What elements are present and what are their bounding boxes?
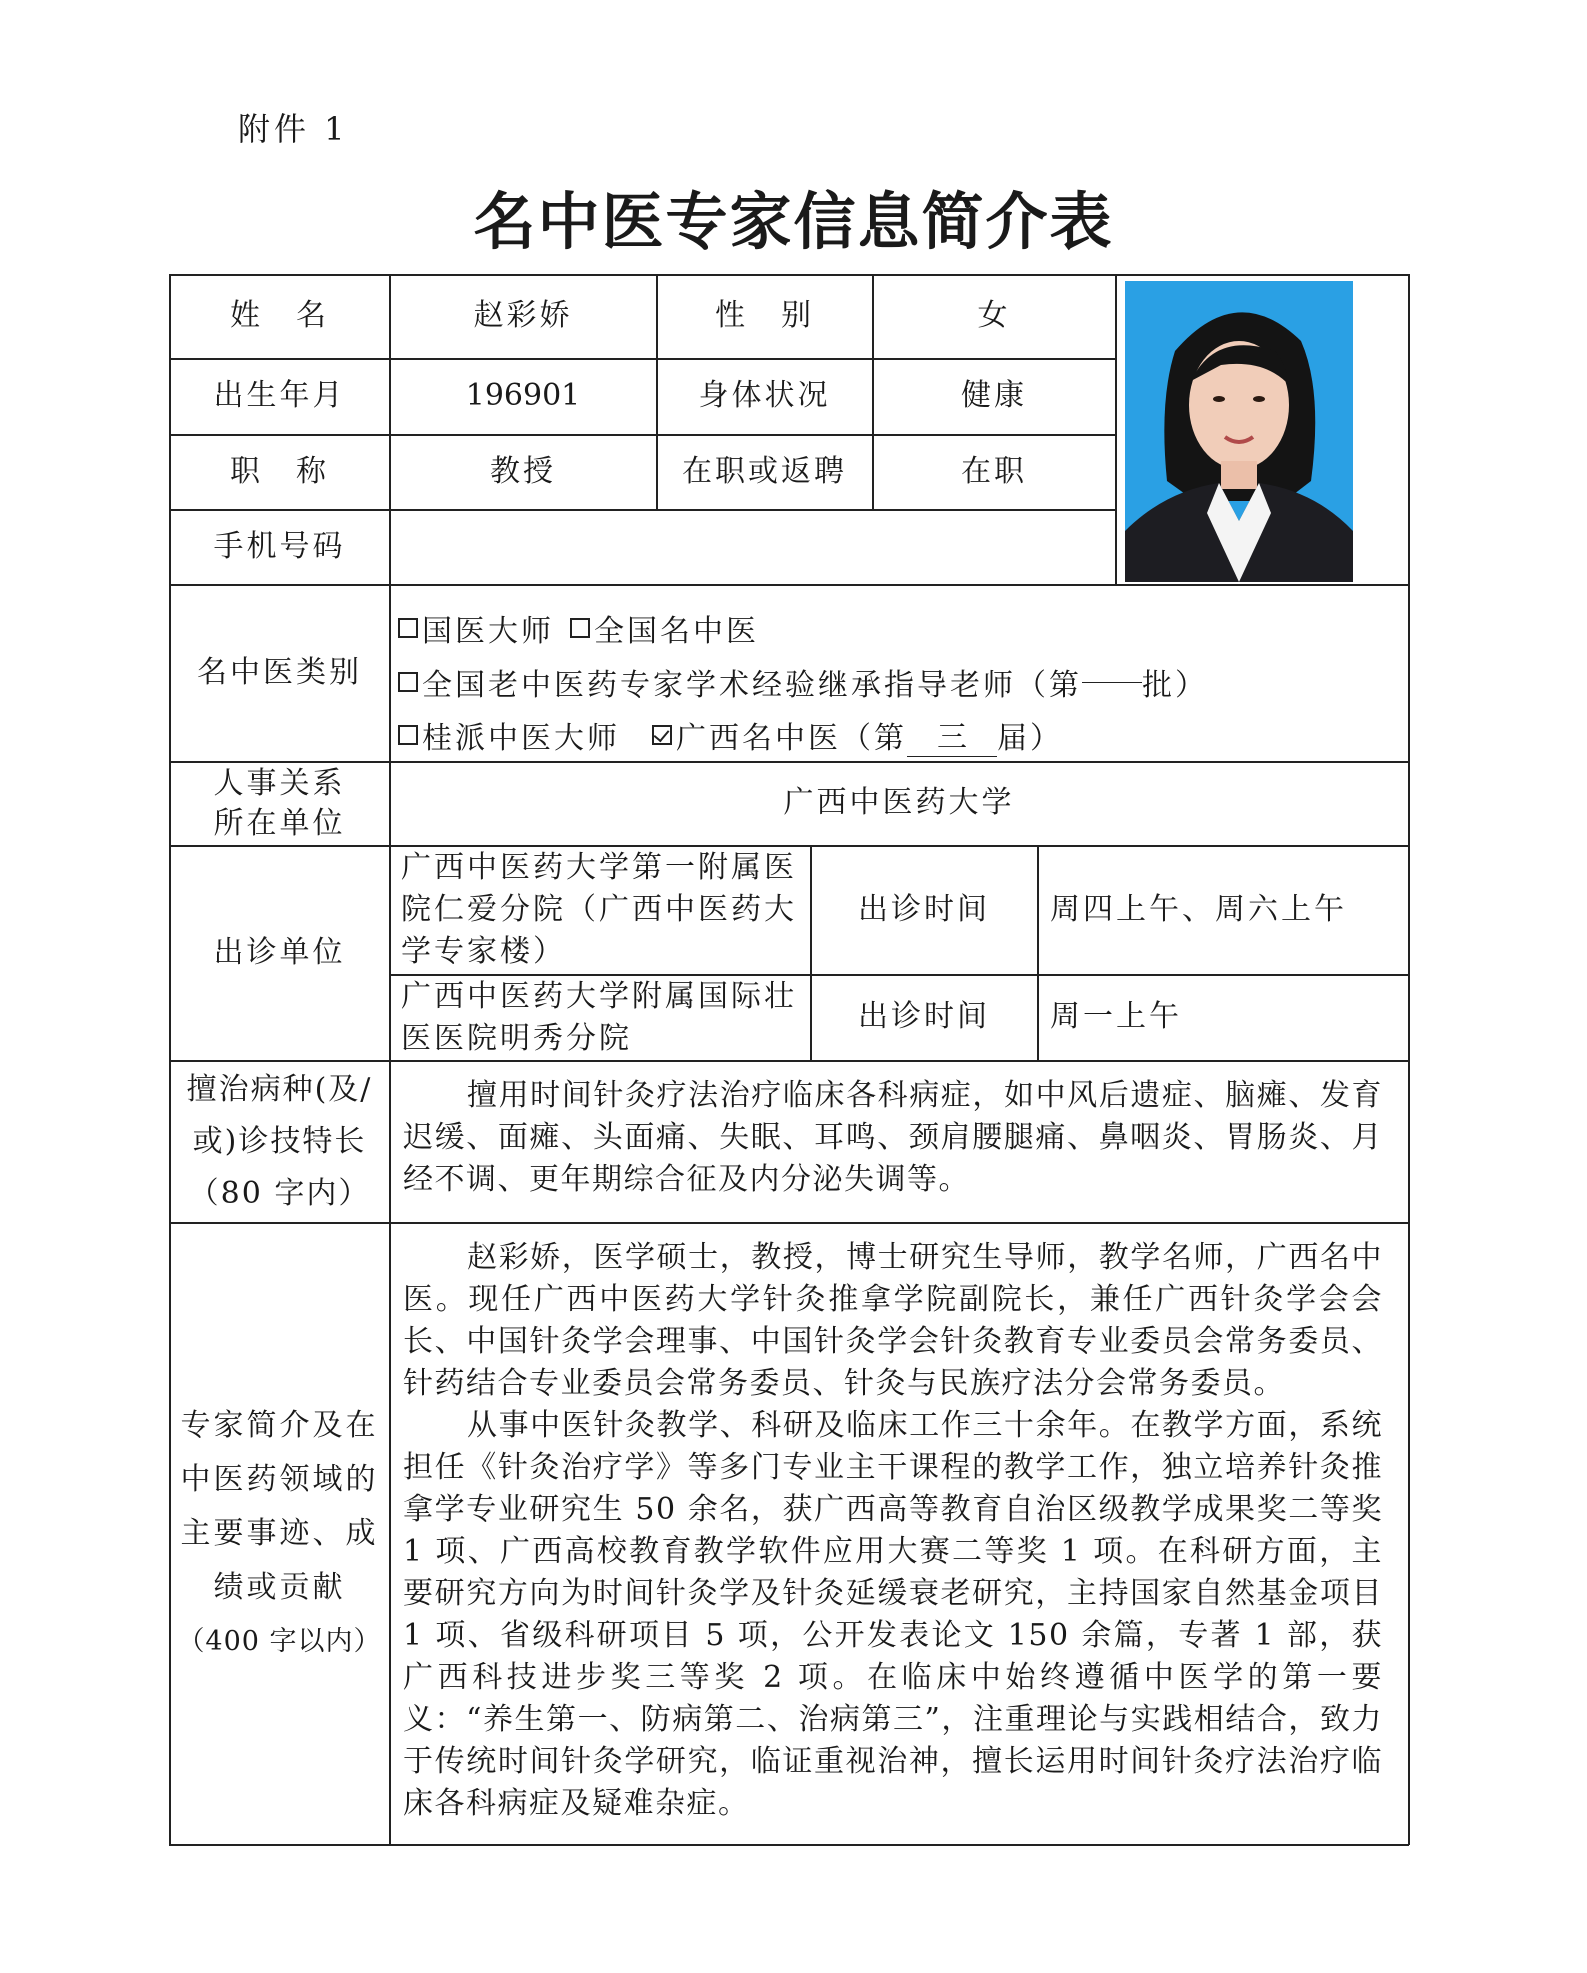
- health-value: 健康: [961, 378, 1027, 414]
- name-value: 赵彩娇: [473, 298, 573, 334]
- checkbox-guoyi[interactable]: [398, 618, 418, 638]
- clinic-time-2: 周一上午: [1050, 999, 1182, 1035]
- profile-label-line: 中医药领域的: [180, 1461, 379, 1497]
- title-value: 教授: [490, 453, 556, 489]
- unit-label: [170, 762, 389, 845]
- batch-blank[interactable]: [1082, 682, 1142, 683]
- birth-label: 出生年月: [213, 378, 346, 414]
- profile-paragraph: 赵彩娇，医学硕士，教授，博士研究生导师，教学名师，广西名中医。现任广西中医药大学针灸推拿学院副院长，兼任广西针灸学会会长、中国针灸学会理事、中国针灸学会针灸教育专业委员会常务委员、针药结合专业委员会常务委员、针灸与民族疗法分会常务委员。: [403, 1240, 1383, 1401]
- specialty-label-line: 擅治病种(及/: [186, 1071, 373, 1107]
- gender-value: 女: [977, 298, 1011, 334]
- unit-label-line: 所在单位: [213, 805, 346, 841]
- option-suffix: 届）: [997, 720, 1063, 756]
- profile-label-line: 主要事迹、成: [180, 1515, 379, 1551]
- checkbox-laozhongyi[interactable]: [398, 672, 418, 692]
- page-title: 名中医专家信息简介表: [473, 185, 1114, 258]
- phone-label: 手机号码: [213, 528, 346, 564]
- option-label: 国医大师: [422, 614, 554, 649]
- table-border-bottom: [169, 1844, 1409, 1846]
- gender-label: 性 别: [715, 298, 814, 334]
- specialty-label: [170, 1061, 389, 1222]
- option-label: 全国老中医药专家学术经验继承指导老师（第: [422, 668, 1082, 703]
- title-label: 职 称: [230, 453, 329, 489]
- expert-photo: [1125, 281, 1353, 582]
- phone-value: [390, 510, 1115, 584]
- name-label: 姓 名: [230, 298, 329, 334]
- specialty-text: 擅用时间针灸疗法治疗临床各科病症，如中风后遗症、脑瘫、发育迟缓、面瘫、头面痛、失眠、耳鸣、颈肩腰腿痛、鼻咽炎、胃肠炎、月经不调、更年期综合征及内分泌失调等。: [403, 1078, 1383, 1197]
- specialty-label-line: （80 字内）: [188, 1175, 371, 1211]
- health-label: 身体状况: [698, 378, 831, 414]
- category-options: [398, 598, 1388, 758]
- birth-value: 196901: [465, 378, 581, 414]
- employment-value: 在职: [961, 453, 1027, 489]
- clinic-time-label-1: 出诊时间: [858, 891, 990, 927]
- profile-label-line: 绩或贡献: [213, 1569, 346, 1605]
- category-label: 名中医类别: [197, 654, 362, 690]
- checkbox-guangxi-checked[interactable]: [652, 725, 672, 745]
- category-line: [398, 660, 1208, 704]
- specialty-label-line: 或)诊技特长: [192, 1123, 367, 1159]
- unit-value: 广西中医药大学: [783, 785, 1015, 821]
- checkbox-guipai[interactable]: [398, 725, 418, 745]
- clinic-unit-1: 广西中医药大学第一附属医院仁爱分院（广西中医药大学专家楼）: [401, 850, 797, 969]
- clinic-time-label-2: 出诊时间: [858, 999, 990, 1035]
- employment-label: 在职或返聘: [682, 453, 847, 489]
- category-line: [398, 606, 759, 650]
- session-blank[interactable]: 三: [907, 712, 997, 757]
- option-label: 全国名中医: [594, 614, 759, 649]
- col-divider: [1037, 845, 1039, 1061]
- profile-paragraph: 从事中医针灸教学、科研及临床工作三十余年。在教学方面，系统担任《针灸治疗学》等多门专业主干课程的教学工作，独立培养针灸推拿学专业研究生 50 余名，获广西高等教育自治区级教学成果奖二等奖 1 项、广西高校教育教学软件应用大赛二等奖 1 项。在科研方面，主要研究方向为时间针灸学及针灸延缓衰老研究，主持国家自然基金项目 1 项、省级科研项目 5 项，公开发表论文 150 余篇，专著 1 部，获广西科技进步奖三等奖 2 项。在临床中始终遵循中医学的第一要义：“养生第一、防病第二、治病第三”，注重理论与实践相结合，致力于传统时间针灸学研究，临证重视治神，擅长运用时间针灸疗法治疗临床各科病症及疑难杂症。: [403, 1408, 1383, 1821]
- category-line: [398, 712, 1063, 757]
- profile-label-line: 专家简介及在: [180, 1407, 379, 1443]
- profile-label: [170, 1223, 389, 1844]
- col-divider: [1115, 274, 1117, 585]
- option-suffix: 批）: [1142, 668, 1208, 703]
- attachment-label: 附件 1: [238, 110, 349, 148]
- checkbox-quanguo[interactable]: [570, 618, 590, 638]
- unit-label-line: 人事关系: [213, 765, 346, 801]
- clinic-time-1: 周四上午、周六上午: [1050, 891, 1347, 927]
- portrait-image: [1125, 281, 1353, 582]
- clinic-label: 出诊单位: [213, 934, 346, 970]
- option-label: 广西名中医（第: [676, 720, 907, 756]
- profile-label-line: （400 字以内）: [177, 1625, 382, 1657]
- profile-text-block: [403, 1237, 1383, 1825]
- specialty-text-block: [403, 1075, 1383, 1201]
- clinic-unit-2: 广西中医药大学附属国际壮医医院明秀分院: [401, 978, 797, 1056]
- option-label: 桂派中医大师: [422, 720, 620, 756]
